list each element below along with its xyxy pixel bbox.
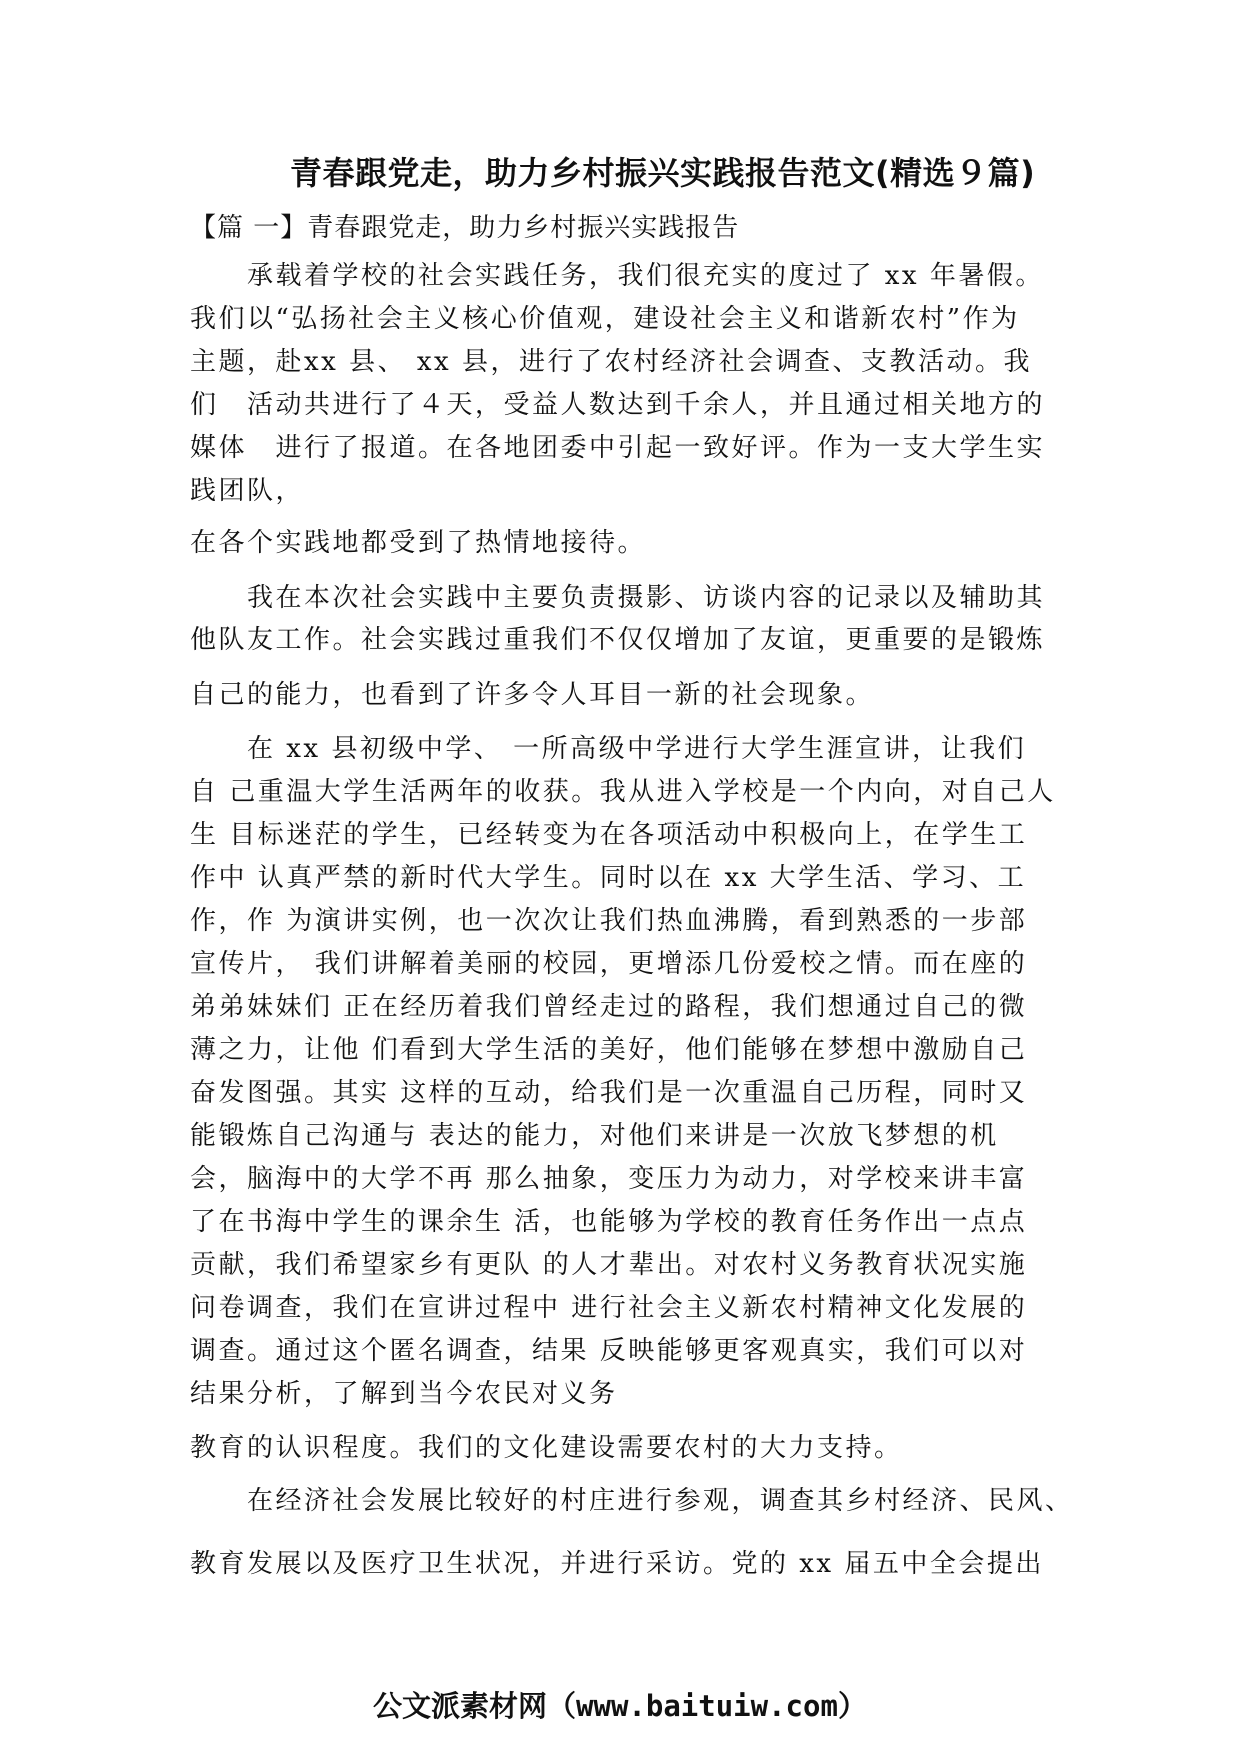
text-line: 薄之力，让他 们看到大学生活的美好，他们能够在梦想中激励自己 — [190, 1035, 1028, 1065]
text-line: 奋发图强。其实 这样的互动，给我们是一次重温自己历程，同时又 — [190, 1078, 1028, 1108]
text-line: 教育的认识程度。我们的文化建设需要农村的大力支持。 — [190, 1433, 903, 1463]
text-line: 弟弟妹妹们 正在经历着我们曾经走过的路程，我们想通过自己的微 — [190, 992, 1028, 1022]
text-line: 自己的能力，也看到了许多令人耳目一新的社会现象。 — [190, 680, 875, 710]
text-line: 我们以“弘扬社会主义核心价值观，建设社会主义和谐新农村”作为 — [190, 304, 1020, 334]
text-line: 教育发展以及医疗卫生状况，并进行采访。党的 xx 届五中全会提出 — [190, 1549, 1044, 1579]
text-line: 调查。通过这个匿名调查，结果 反映能够更客观真实，我们可以对 — [190, 1336, 1028, 1366]
text-line: 在 xx 县初级中学、 一所高级中学进行大学生涯宣讲，让我们 — [190, 734, 1027, 764]
text-line: 生 目标迷茫的学生，已经转变为在各项活动中积极向上，在学生工 — [190, 820, 1028, 850]
text-line: 自 己重温大学生活两年的收获。我从进入学校是一个内向，对自己人 — [190, 777, 1056, 807]
text-line: 我在本次社会实践中主要负责摄影、访谈内容的记录以及辅助其 — [190, 583, 1046, 613]
text-line: 践团队， — [190, 476, 305, 506]
text-line: 问卷调查，我们在宣讲过程中 进行社会主义新农村精神文化发展的 — [190, 1293, 1028, 1323]
page-title: 青春跟党走，助力乡村振兴实践报告范文(精选９篇) — [290, 154, 1036, 192]
text-line: 能锻炼自己沟通与 表达的能力，对他们来讲是一次放飞梦想的机 — [190, 1121, 999, 1151]
text-line: 宣传片， 我们讲解着美丽的校园，更增添几份爱校之情。而在座的 — [190, 949, 1028, 979]
text-line: 在各个实践地都受到了热情地接待。 — [190, 528, 647, 558]
text-line: 他队友工作。社会实践过重我们不仅仅增加了友谊，更重要的是锻炼 — [190, 625, 1046, 655]
footer-watermark: 公文派素材网（www.baituiw.com） — [373, 1689, 867, 1723]
text-line: 在经济社会发展比较好的村庄进行参观，调查其乡村经济、民风、 — [190, 1486, 1074, 1516]
text-line: 会，脑海中的大学不再 那么抽象，变压力为动力，对学校来讲丰富 — [190, 1164, 1028, 1194]
text-line: 媒体 进行了报道。在各地团委中引起一致好评。作为一支大学生实 — [190, 433, 1046, 463]
text-line: 作，作 为演讲实例，也一次次让我们热血沸腾，看到熟悉的一步部 — [190, 906, 1028, 936]
text-line: 承载着学校的社会实践任务，我们很充实的度过了 xx 年暑假。 — [190, 261, 1044, 291]
text-line: 们 活动共进行了４天，受益人数达到千余人，并且通过相关地方的 — [190, 390, 1046, 420]
text-line: 了在书海中学生的课余生 活，也能够为学校的教育任务作出一点点 — [190, 1207, 1028, 1237]
text-line: 贡献，我们希望家乡有更队 的人才辈出。对农村义务教育状况实施 — [190, 1250, 1028, 1280]
text-line: 主题，赴xx 县、 xx 县，进行了农村经济社会调查、支教活动。我 — [190, 347, 1032, 377]
text-line: 结果分析，了解到当今农民对义务 — [190, 1379, 618, 1409]
text-line: 作中 认真严禁的新时代大学生。同时以在 xx 大学生活、学习、工 — [190, 863, 1027, 893]
section-heading: 【篇 一】青春跟党走，助力乡村振兴实践报告 — [190, 213, 740, 243]
